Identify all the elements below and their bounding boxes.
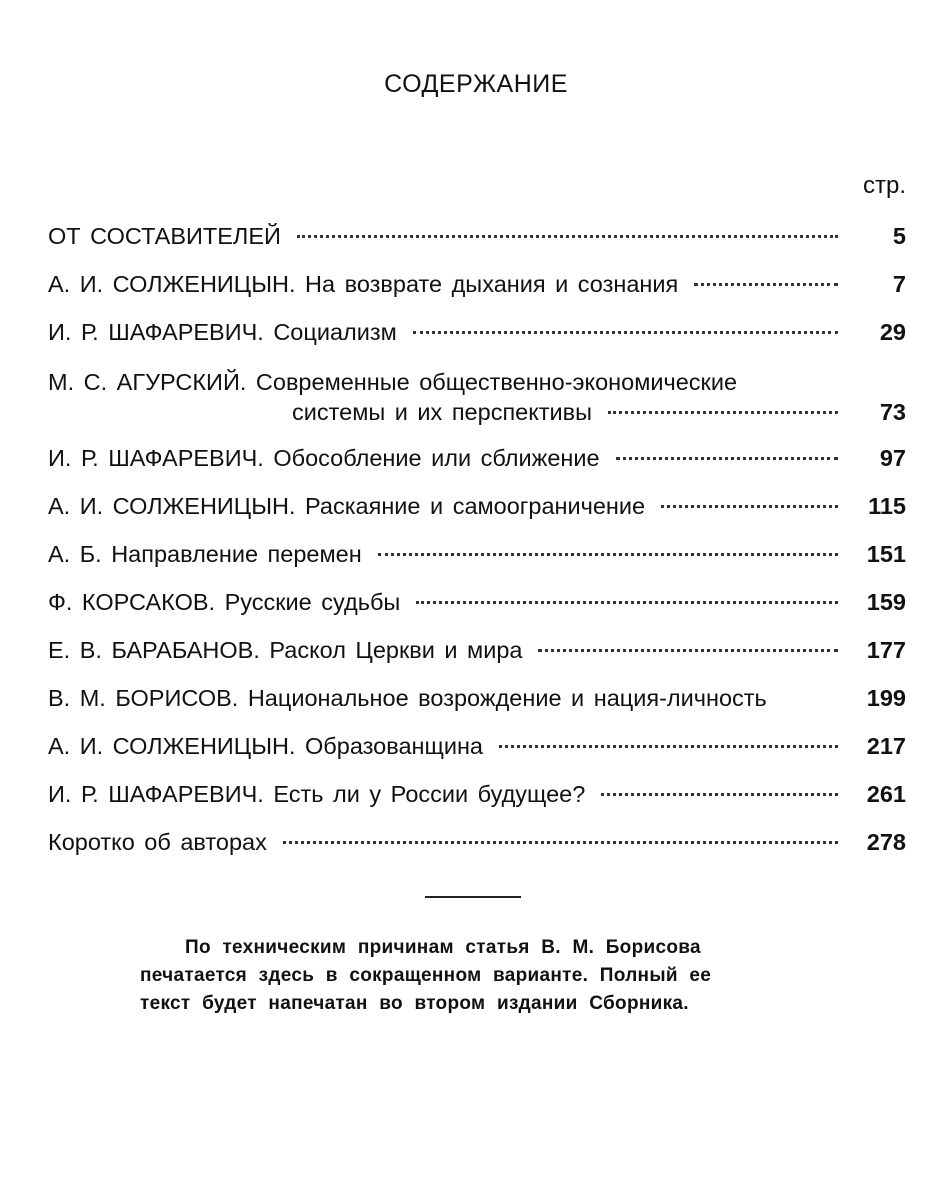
toc-entry [48, 818, 906, 866]
dot-leader [499, 745, 838, 748]
dot-leader [413, 331, 838, 334]
separator-line [425, 896, 521, 898]
toc-entry-page: 5 [892, 223, 906, 249]
dot-leader [538, 649, 838, 652]
toc-entry [48, 770, 906, 818]
toc-entry-page: 29 [879, 319, 906, 345]
toc-entry-label: Е. В. БАРАБАНОВ. Раскол Церкви и мира [48, 637, 523, 663]
toc-entry-label: А. И. СОЛЖЕНИЦЫН. На возврате дыхания и сознания [48, 271, 679, 297]
toc-entry-label: ОТ СОСТАВИТЕЛЕЙ [48, 223, 281, 249]
footnote [140, 934, 780, 1018]
toc-entry-page: 217 [866, 733, 906, 759]
toc-entry-label: И. Р. ШАФАРЕВИЧ. Обособление или сближение [48, 445, 600, 471]
toc-entry-label: В. М. БОРИСОВ. Национальное возрождение и нация-личность [48, 685, 767, 711]
toc-entry-page: 73 [879, 399, 906, 425]
toc-entry-page: 261 [866, 781, 906, 807]
toc-entry [48, 212, 906, 260]
toc-entry [48, 626, 906, 674]
toc-entry-label: А. И. СОЛЖЕНИЦЫН. Раскаяние и самоограничение [48, 493, 646, 519]
toc-entry [48, 434, 906, 482]
dot-leader [283, 841, 838, 844]
dot-leader [616, 457, 838, 460]
dot-leader [608, 411, 838, 414]
toc-entry [48, 356, 906, 434]
toc-entry-page: 7 [892, 271, 906, 297]
toc-entry [48, 482, 906, 530]
toc-entry-label: А. Б. Направление перемен [48, 541, 362, 567]
toc-entry-page: 159 [866, 589, 906, 615]
toc-entry-label: Ф. КОРСАКОВ. Русские судьбы [48, 589, 401, 615]
toc-entry-label: И. Р. ШАФАРЕВИЧ. Есть ли у России будущее? [48, 781, 586, 807]
table-of-contents [48, 212, 906, 866]
toc-entry [48, 260, 906, 308]
toc-entry-page: 199 [866, 685, 906, 711]
footnote-line: По техническим причинам статья В. М. Борисова [185, 937, 701, 958]
toc-entry-page: 177 [866, 637, 906, 663]
dot-leader [378, 553, 838, 556]
dot-leader [297, 235, 838, 238]
toc-entry-line2 [48, 397, 906, 427]
toc-entry [48, 308, 906, 356]
footnote-line: печатается здесь в сокращенном варианте. Полный ее [140, 965, 712, 986]
page-title: СОДЕРЖАНИЕ [384, 70, 568, 98]
toc-entry-label: Коротко об авторах [48, 829, 267, 855]
toc-entry-label: М. С. АГУРСКИЙ. Современные общественно-экономические [48, 369, 738, 395]
toc-entry [48, 530, 906, 578]
toc-entry-label: А. И. СОЛЖЕНИЦЫН. Образованщина [48, 733, 483, 759]
dot-leader [416, 601, 838, 604]
toc-entry [48, 578, 906, 626]
dot-leader [694, 283, 838, 286]
toc-entry-label-continued: системы и их перспективы [292, 399, 593, 425]
toc-entry-page: 115 [868, 493, 906, 519]
dot-leader [661, 505, 838, 508]
toc-entry-page: 151 [866, 541, 906, 567]
toc-entry-page: 97 [879, 445, 906, 471]
dot-leader [601, 793, 838, 796]
toc-entry-label: И. Р. ШАФАРЕВИЧ. Социализм [48, 319, 397, 345]
footnote-line: текст будет напечатан во втором издании Сборника. [140, 993, 689, 1014]
toc-entry [48, 674, 906, 722]
toc-entry [48, 722, 906, 770]
toc-entry-page: 278 [866, 829, 906, 855]
page-column-header: стр. [862, 172, 906, 199]
